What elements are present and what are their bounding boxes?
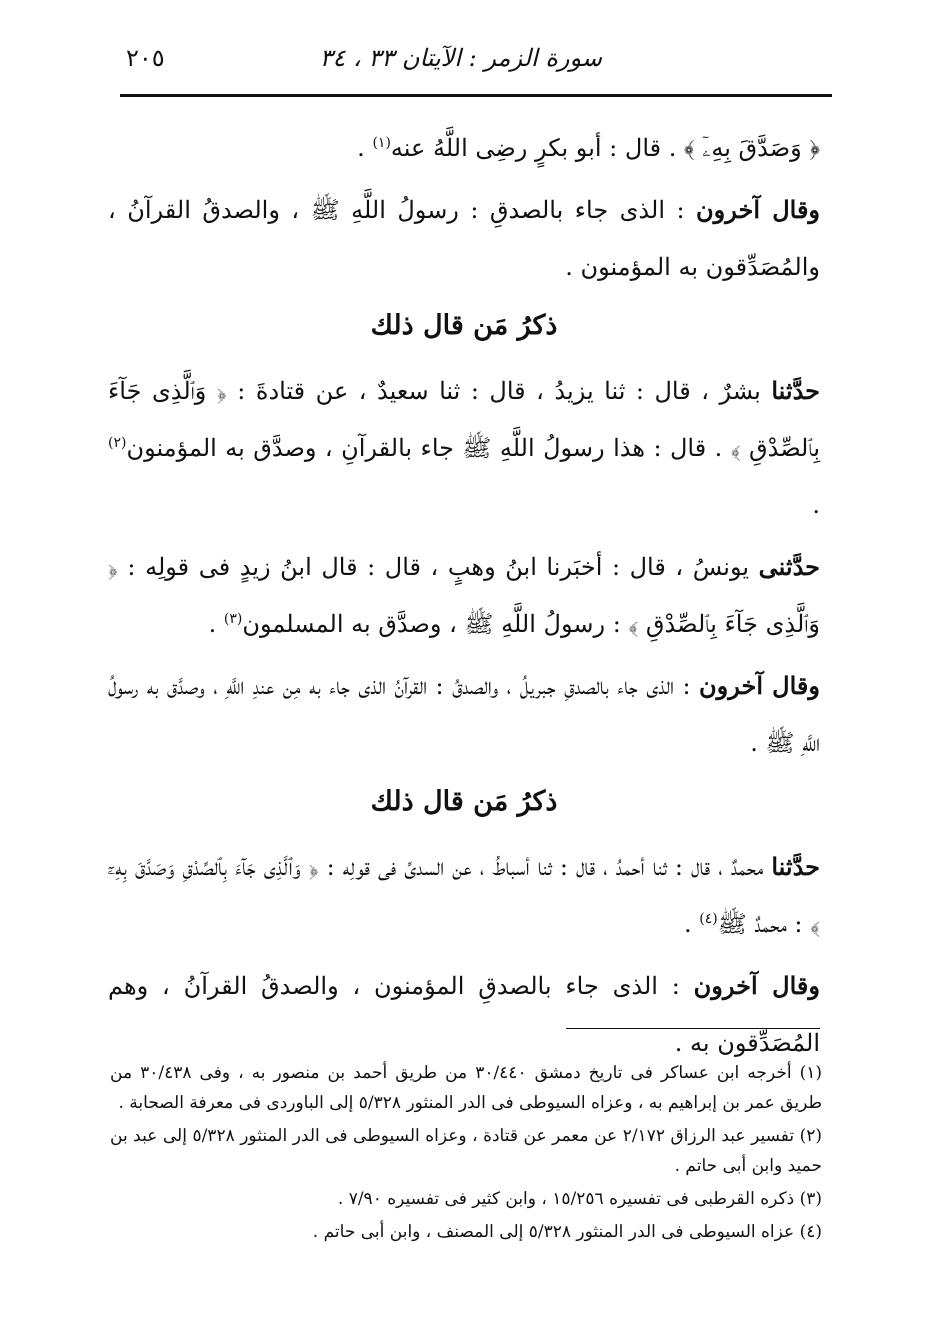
- footnote: (١) أخرجه ابن عساكر فى تاريخ دمشق ٣٠/٤٤٠ من طريق أحمد بن منصور به ، وفى ٣٠/٤٣٨ من طريق عمر بن إبراهيم به ، وعزاه السيوطى فى الدر المنثور ٥/٣٢٨ إلى الباوردى فى معرفة الصحابة .: [110, 1063, 823, 1113]
- paragraph-lead: وقال آخرون: [693, 971, 820, 1000]
- paragraph-text: بشرٌ ، قال : ثنا يزيدُ ، قال : ثنا سعيدٌ ، عن قتادةَ : ﴿ وَٱلَّذِى جَآءَ بِٱلصِّدْقِ ﴾ . قال : هذا رسولُ اللَّهِ ﷺ جاء بالقرآنِ ، وصدَّق به المؤمنون: [108, 377, 820, 462]
- paragraph: [108, 538, 820, 653]
- paragraph-lead: حدَّثنا: [771, 376, 820, 405]
- paragraph-text: ﴿ وَصَدَّقَ بِهِۦٓ ﴾ . قال : أبو بكرٍ رضِى اللَّهُ عنه: [390, 134, 820, 162]
- section-heading: ذكرُ مَن قال ذلك: [370, 310, 558, 341]
- paragraph: [108, 838, 820, 953]
- section-heading: ذكرُ مَن قال ذلك: [370, 786, 558, 817]
- paragraph-end: .: [812, 491, 820, 519]
- footnote-ref: (١): [372, 135, 391, 151]
- footnotes: [110, 1058, 822, 1250]
- header-rule: [120, 94, 832, 97]
- paragraph: [108, 957, 820, 1072]
- paragraph-text: : الذى جاء بالصدقِ جبريلُ ، والصدقُ : القرآنُ الذى جاء به مِن عندِ اللَّهِ ، وصدَّق به رسولُ اللَّهِ ﷺ .: [108, 672, 820, 757]
- footnote: (٤) عزاه السيوطى فى الدر المنثور ٥/٣٢٨ إلى المصنف ، وابن أبى حاتم .: [312, 1222, 822, 1242]
- running-title: سورة الزمر : الآيتان ٣٣ ، ٣٤: [319, 44, 602, 72]
- footnote-ref: (٢): [108, 435, 127, 451]
- paragraph-end: .: [208, 610, 224, 638]
- paragraph-lead: وقال آخرون: [699, 671, 820, 700]
- paragraph: [108, 362, 820, 534]
- paragraph-lead: حدَّثنى: [758, 552, 820, 581]
- paragraph-end: .: [683, 910, 700, 938]
- paragraph-lead: وقال آخرون: [696, 195, 821, 224]
- page-number: ٢٠٥: [126, 44, 165, 72]
- page-header: [120, 38, 832, 86]
- footnote-ref: (٣): [223, 611, 243, 627]
- footnote: (٢) تفسير عبد الرزاق ٢/١٧٢ عن معمر عن قتادة ، وعزاه السيوطى فى الدر المنثور ٥/٣٢٨ إلى عبد بن حميد وابن أبى حاتم .: [110, 1126, 823, 1176]
- paragraph-end: .: [357, 134, 373, 162]
- paragraph-lead: حدَّثنا: [771, 852, 820, 881]
- paragraph-text: : الذى جاء بالصدقِ : رسولُ اللَّهِ ﷺ ، والصدقُ القرآنُ ، والمُصَدِّقون به المؤمنون .: [108, 196, 820, 281]
- paragraph: [108, 181, 820, 296]
- footnote-ref: (٤): [699, 911, 718, 927]
- main-text: [108, 120, 820, 1076]
- paragraph: [108, 120, 820, 177]
- paragraph-text: : الذى جاء بالصدقِ المؤمنون ، والصدقُ القرآنُ ، وهم المُصَدِّقون به .: [108, 972, 820, 1057]
- paragraph-text: محمدٌ ، قال : ثنا أحمدُ ، قال : ثنا أسباطُ ، عن السدىِّ فى قولِه : ﴿ وَٱلَّذِى جَآءَ بِٱلصِّدْقِ وَصَدَّقَ بِهِۦٓ ﴾ : محمدٌ ﷺ: [108, 853, 820, 938]
- footnote-rule: [566, 1028, 820, 1029]
- footnote: (٣) ذكره القرطبى فى تفسيره ١٥/٢٥٦ ، وابن كثير فى تفسيره ٧/٩٠ .: [337, 1189, 822, 1209]
- paragraph: [108, 657, 820, 772]
- paragraph-text: يونسُ ، قال : أخبَرنا ابنُ وهبٍ ، قال : قال ابنُ زيدٍ فى قولِه : ﴿ وَٱلَّذِى جَآءَ بِٱلصِّدْقِ ﴾ : رسولُ اللَّهِ ﷺ ، وصدَّق به المسلمون: [108, 553, 820, 638]
